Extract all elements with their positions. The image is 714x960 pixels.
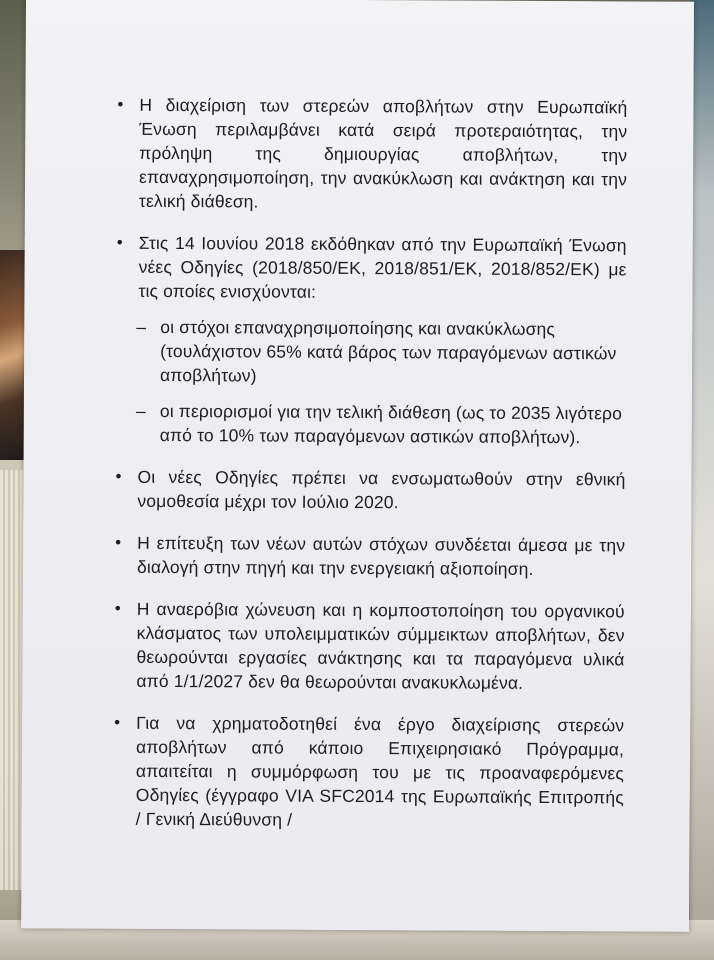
sub-list	[135, 315, 627, 450]
sub-item-text: οι περιορισμοί για την τελική διάθεση (ως το 2035 λιγότερο από το 10% των παραγόμενων αστικών αποβλήτων).	[159, 400, 623, 448]
bullet-icon: •	[116, 232, 123, 252]
sub-list-item	[136, 315, 626, 389]
paragraph-text: Η αναερόβια χώνευση και η κομποστοποίηση του οργανικού κλάσματος των υπολειμματικών σύμμεικτων αποβλήτων, δεν θεωρούνται εργασίες ανάκτησης και τα παραγόμενα υλικά από 1/1/2027 δεν θα θεωρούνται ανακυκλωμένα.	[136, 598, 625, 693]
list-item	[114, 711, 625, 834]
paragraph-text: Η διαχείριση των στερεών αποβλήτων στην Ευρωπαϊκή Ένωση περιλαμβάνει κατά σειρά προτεραιότητας, την πρόληψη της δημιουργίας αποβλήτων, την επαναχρησιμοποίηση, την ανακύκλωση και ανάκτηση και την τελική διάθεση.	[138, 94, 628, 212]
list-item	[115, 531, 626, 582]
paragraph-text: Οι νέες Οδηγίες πρέπει να ενσωματωθούν στην εθνική νομοθεσία μέχρι τον Ιούλιο 2020.	[137, 466, 626, 513]
bullet-icon: •	[115, 532, 122, 552]
paragraph-text: Στις 14 Ιουνίου 2018 εκδόθηκαν από την Ευρωπαϊκή Ένωση νέες Οδηγίες (2018/850/ΕΚ, 2018/851/ΕΚ, 2018/852/ΕΚ) με τις οποίες ενισχύονται:	[138, 232, 627, 302]
list-item	[114, 597, 625, 696]
dash-icon: –	[135, 400, 146, 421]
dash-icon: –	[136, 316, 147, 337]
bullet-icon: •	[114, 712, 121, 732]
sub-list-item	[135, 399, 626, 449]
bullet-icon: •	[114, 598, 121, 618]
paragraph-text: Για να χρηματοδοτηθεί ένα έργο διαχείρισης στερεών αποβλήτων από κάποιο Επιχειρησιακό Πρόγραμμα, απαιτείται η συμμόρφωση του με τις προαναφερόμενες Οδηγίες (έγγραφο VIA SFC2014 της Ευρωπαϊκής Επιτροπής / Γενική Διεύθυνση /	[135, 712, 625, 830]
list-item	[116, 231, 627, 450]
paragraph-text: Η επίτευξη των νέων αυτών στόχων συνδέεται άμεσα με την διαλογή στην πηγή και την ενεργειακή αξιοποίηση.	[136, 532, 626, 579]
document-body	[114, 93, 628, 852]
paper-sheet	[21, 0, 694, 932]
background-right	[690, 0, 714, 960]
sub-item-text: οι στόχοι επαναχρησιμοποίησης και ανακύκλωσης (τουλάχιστον 65% κατά βάρος των παραγόμενων αστικών αποβλήτων)	[159, 316, 617, 386]
bullet-icon: •	[117, 94, 124, 114]
bullet-list	[114, 93, 628, 834]
bullet-icon: •	[115, 466, 122, 486]
list-item	[117, 93, 628, 216]
list-item	[115, 465, 626, 516]
